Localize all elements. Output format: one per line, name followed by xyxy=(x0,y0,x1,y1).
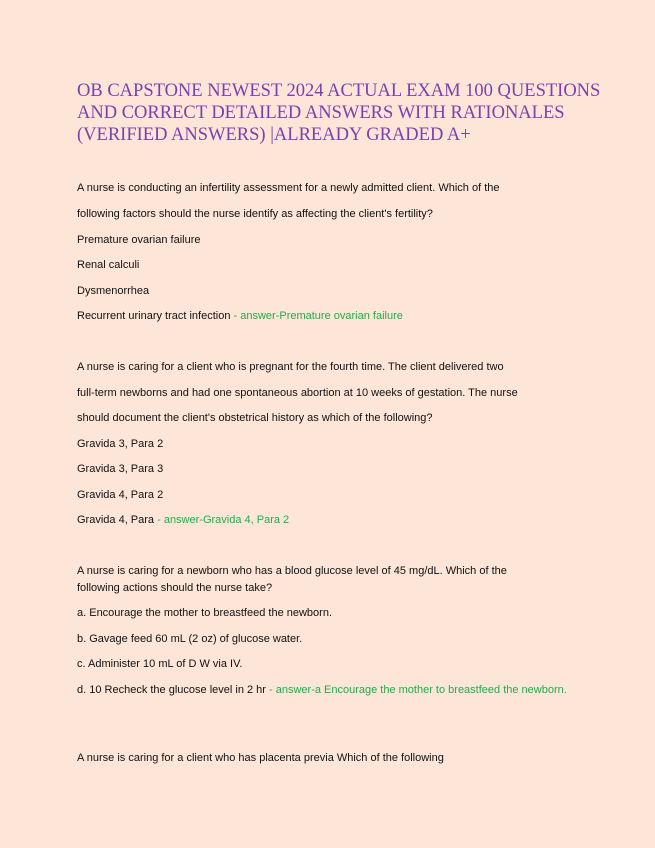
q1-stem-line-2: following factors should the nurse identify as affecting the client's fertility? xyxy=(77,208,433,220)
q2-stem-line-1: A nurse is caring for a client who is pregnant for the fourth time. The client delivered two xyxy=(77,361,504,373)
q1-stem-line-1: A nurse is conducting an infertility assessment for a newly admitted client. Which of the xyxy=(77,182,500,194)
q1-option-4 xyxy=(77,309,403,324)
q1-option-1: Premature ovarian failure xyxy=(77,234,201,246)
q2-option-3: Gravida 4, Para 2 xyxy=(77,489,164,501)
q2-stem-line-3: should document the client's obstetrical history as which of the following? xyxy=(77,412,433,424)
q1-answer: - answer-Premature ovarian failure xyxy=(230,310,403,322)
q3-option-b: b. Gavage feed 60 mL (2 oz) of glucose water. xyxy=(77,633,303,645)
q1-option-3: Dysmenorrhea xyxy=(77,285,150,297)
q2-stem-line-2: full-term newborns and had one spontaneous abortion at 10 weeks of gestation. The nurse xyxy=(77,387,518,399)
q3-stem-line-1: A nurse is caring for a newborn who has a blood glucose level of 45 mg/dL. Which of the xyxy=(77,565,507,577)
q2-option-4-text: Gravida 4, Para xyxy=(77,514,155,526)
q3-option-a: a. Encourage the mother to breastfeed the newborn. xyxy=(77,607,332,619)
document-title: OB CAPSTONE NEWEST 2024 ACTUAL EXAM 100 QUESTIONS AND CORRECT DETAILED ANSWERS WITH RATIONALES (VERIFIED ANSWERS) |ALREADY GRADED A+ xyxy=(77,81,601,145)
q3-option-d xyxy=(77,682,577,698)
q2-option-4 xyxy=(77,513,289,528)
q3-option-d-text: d. 10 Recheck the glucose level in 2 hr xyxy=(77,684,266,696)
q3-stem-line-2: following actions should the nurse take? xyxy=(77,582,273,594)
q3-answer: - answer-a Encourage the mother to breastfeed the newborn. xyxy=(265,684,567,696)
q3-option-c: c. Administer 10 mL of D W via IV. xyxy=(77,658,243,670)
q2-option-2: Gravida 3, Para 3 xyxy=(77,463,164,475)
q1-option-4-text: Recurrent urinary tract infection xyxy=(77,310,231,322)
q1-option-2: Renal calculi xyxy=(77,259,140,271)
q2-option-1: Gravida 3, Para 2 xyxy=(77,438,164,450)
q2-answer: - answer-Gravida 4, Para 2 xyxy=(154,514,290,526)
q4-stem-line-1: A nurse is caring for a client who has placenta previa Which of the following xyxy=(77,752,444,764)
